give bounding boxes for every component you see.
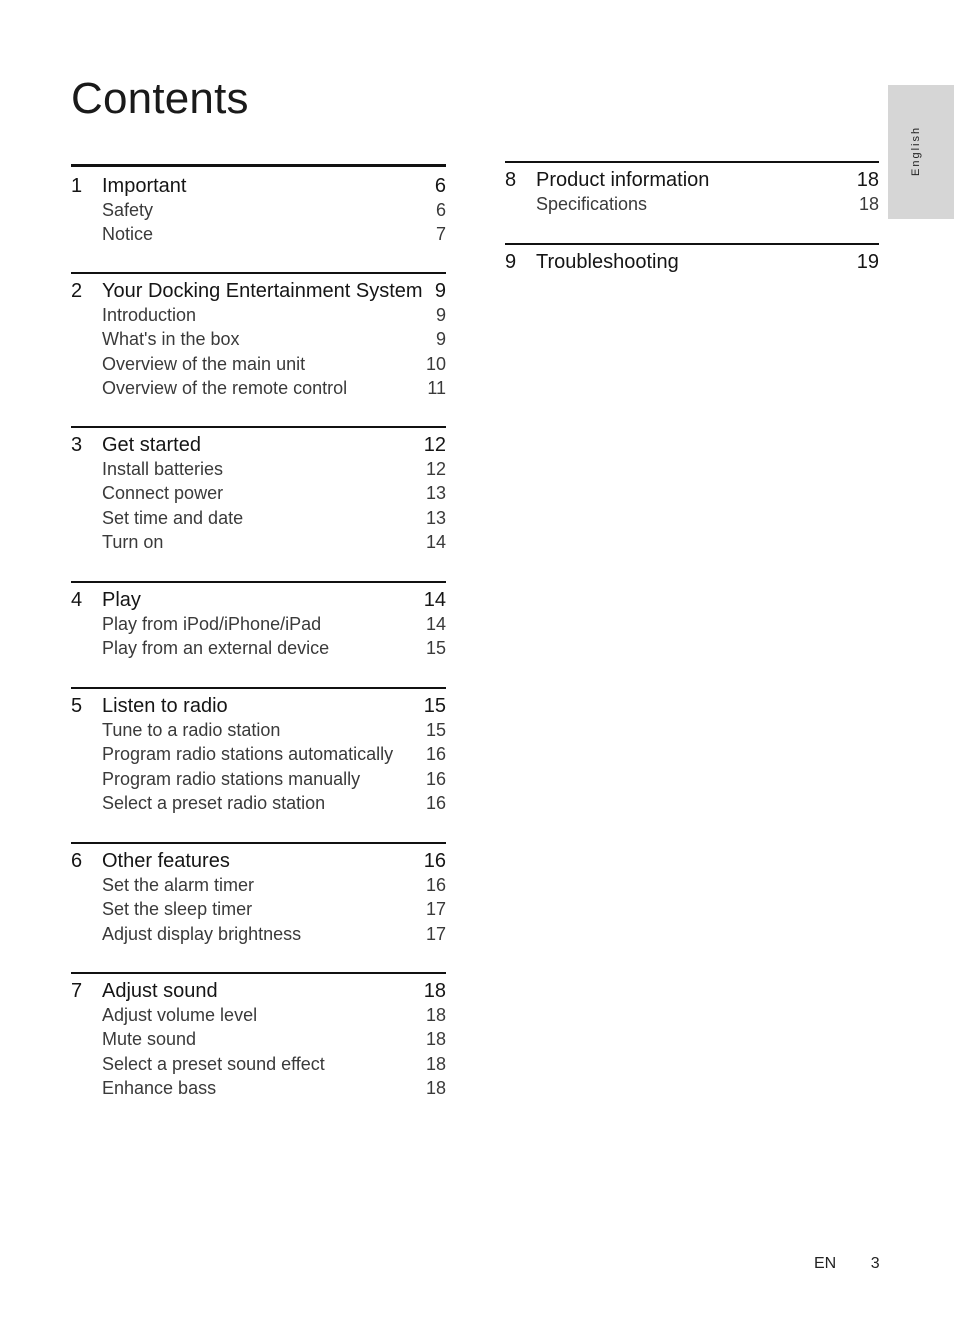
toc-subsection-row[interactable] <box>71 224 446 248</box>
section-divider <box>71 972 446 974</box>
chapter-number: 6 <box>71 850 83 872</box>
section-divider <box>71 842 446 844</box>
subsection-page: 14 <box>425 531 446 552</box>
toc-subsection-row[interactable] <box>505 194 879 218</box>
section-divider <box>71 426 446 428</box>
toc-chapter-row[interactable] <box>71 280 446 305</box>
section-divider <box>71 272 446 274</box>
subsection-page: 17 <box>425 923 446 944</box>
subsection-title: Safety <box>102 200 154 220</box>
chapter-number: 1 <box>71 175 83 197</box>
chapter-title: Play <box>102 589 141 611</box>
section-divider <box>71 581 446 583</box>
toc-subsection-row[interactable] <box>71 1078 446 1102</box>
subsection-page: 9 <box>435 305 446 325</box>
toc-subsection-row[interactable] <box>71 508 446 532</box>
chapter-title: Listen to radio <box>102 695 228 717</box>
subsection-title: Play from an external device <box>102 638 330 659</box>
subsection-title: Mute sound <box>102 1029 197 1050</box>
chapter-number: 2 <box>71 280 83 302</box>
chapter-title: Your Docking Entertainment System <box>102 280 423 302</box>
chapter-page: 18 <box>423 980 446 1002</box>
chapter-page: 16 <box>423 850 446 872</box>
section-divider <box>71 164 446 167</box>
chapter-title: Get started <box>102 434 201 456</box>
subsection-title: Tune to a radio station <box>102 720 281 740</box>
chapter-page: 15 <box>423 695 446 717</box>
subsection-page: 11 <box>427 377 446 398</box>
toc-subsection-row[interactable] <box>71 532 446 556</box>
toc-subsection-row[interactable] <box>71 1029 446 1053</box>
toc-subsection-row[interactable] <box>71 483 446 507</box>
subsection-page: 12 <box>425 459 446 479</box>
toc-subsection-row[interactable] <box>71 200 446 224</box>
chapter-title: Other features <box>102 850 230 872</box>
toc-subsection-row[interactable] <box>71 1005 446 1029</box>
toc-section <box>71 164 446 249</box>
chapter-number: 4 <box>71 589 83 611</box>
toc-section <box>71 687 446 817</box>
toc-subsection-row[interactable] <box>71 1054 446 1078</box>
subsection-page: 18 <box>425 1029 446 1050</box>
subsection-title: Set time and date <box>102 507 244 528</box>
chapter-number: 7 <box>71 980 83 1002</box>
subsection-page: 13 <box>425 483 446 504</box>
toc-chapter-row[interactable] <box>71 175 446 200</box>
subsection-page: 18 <box>425 1077 446 1098</box>
toc-chapter-row[interactable] <box>71 850 446 875</box>
subsection-page: 9 <box>435 329 446 350</box>
subsection-page: 13 <box>425 507 446 528</box>
subsection-title: Install batteries <box>102 459 224 479</box>
chapter-number: 3 <box>71 434 83 456</box>
subsection-title: Set the alarm timer <box>102 875 255 895</box>
subsection-title: Adjust display brightness <box>102 923 302 944</box>
chapter-title: Product information <box>536 169 710 191</box>
footer-language: EN <box>814 1255 837 1272</box>
toc-subsection-row[interactable] <box>71 875 446 899</box>
toc-chapter-row[interactable] <box>71 589 446 614</box>
subsection-page: 18 <box>425 1005 446 1025</box>
subsection-page: 16 <box>425 792 446 813</box>
section-divider <box>71 687 446 689</box>
subsection-title: Select a preset radio station <box>102 792 326 813</box>
subsection-title: Overview of the main unit <box>102 353 306 374</box>
chapter-page: 14 <box>423 589 446 611</box>
subsection-page: 16 <box>425 875 446 895</box>
language-tab-label: English <box>910 125 922 176</box>
subsection-page: 17 <box>425 899 446 920</box>
subsection-title: Adjust volume level <box>102 1005 258 1025</box>
toc-section <box>71 842 446 948</box>
toc-section <box>71 272 446 402</box>
toc-subsection-row[interactable] <box>71 638 446 662</box>
toc-subsection-row[interactable] <box>71 720 446 744</box>
subsection-title: Connect power <box>102 483 224 504</box>
toc-subsection-row[interactable] <box>71 614 446 638</box>
toc-subsection-row[interactable] <box>71 354 446 378</box>
subsection-title: Turn on <box>102 531 164 552</box>
page-footer <box>814 1255 880 1273</box>
toc-subsection-row[interactable] <box>71 305 446 329</box>
subsection-title: Notice <box>102 224 154 245</box>
toc-subsection-row[interactable] <box>71 329 446 353</box>
subsection-page: 18 <box>858 194 879 214</box>
subsection-title: What's in the box <box>102 329 240 350</box>
toc-subsection-row[interactable] <box>71 744 446 768</box>
chapter-page: 19 <box>856 251 879 273</box>
toc-subsection-row[interactable] <box>71 459 446 483</box>
toc-chapter-row[interactable] <box>505 251 879 276</box>
toc-section <box>71 426 446 556</box>
subsection-title: Introduction <box>102 305 197 325</box>
toc-chapter-row[interactable] <box>71 434 446 459</box>
page-title: Contents <box>71 74 249 123</box>
chapter-page: 9 <box>434 280 446 302</box>
chapter-page: 6 <box>434 175 446 197</box>
subsection-page: 7 <box>435 224 446 245</box>
toc-subsection-row[interactable] <box>71 378 446 402</box>
subsection-page: 6 <box>435 200 446 220</box>
chapter-page: 18 <box>856 169 879 191</box>
subsection-page: 15 <box>425 638 446 659</box>
subsection-page: 10 <box>425 353 446 374</box>
toc-section <box>71 972 446 1102</box>
toc-section <box>505 161 879 218</box>
subsection-page: 16 <box>425 744 446 765</box>
toc-subsection-row[interactable] <box>71 899 446 923</box>
subsection-title: Enhance bass <box>102 1077 217 1098</box>
chapter-title: Troubleshooting <box>536 251 679 273</box>
chapter-page: 12 <box>423 434 446 456</box>
toc-chapter-row[interactable] <box>71 695 446 720</box>
toc-chapter-row[interactable] <box>71 980 446 1005</box>
toc-section <box>71 581 446 663</box>
subsection-title: Overview of the remote control <box>102 377 348 398</box>
chapter-title: Important <box>102 175 187 197</box>
chapter-title: Adjust sound <box>102 980 218 1002</box>
language-tab <box>888 85 954 219</box>
subsection-page: 18 <box>425 1053 446 1074</box>
section-divider <box>505 243 879 245</box>
chapter-number: 5 <box>71 695 83 717</box>
subsection-page: 14 <box>425 614 446 634</box>
toc-subsection-row[interactable] <box>71 769 446 793</box>
subsection-title: Program radio stations manually <box>102 768 361 789</box>
toc-subsection-row[interactable] <box>71 924 446 948</box>
section-divider <box>505 161 879 163</box>
toc-chapter-row[interactable] <box>505 169 879 194</box>
subsection-page: 15 <box>425 720 446 740</box>
footer-page-number: 3 <box>870 1255 880 1272</box>
toc-subsection-row[interactable] <box>71 793 446 817</box>
subsection-title: Play from iPod/iPhone/iPad <box>102 614 322 634</box>
chapter-number: 9 <box>505 251 517 273</box>
subsection-title: Select a preset sound effect <box>102 1053 325 1074</box>
subsection-title: Specifications <box>536 194 648 214</box>
toc-section <box>505 243 879 276</box>
subsection-page: 16 <box>425 768 446 789</box>
chapter-number: 8 <box>505 169 517 191</box>
subsection-title: Set the sleep timer <box>102 899 253 920</box>
subsection-title: Program radio stations automatically <box>102 744 394 765</box>
